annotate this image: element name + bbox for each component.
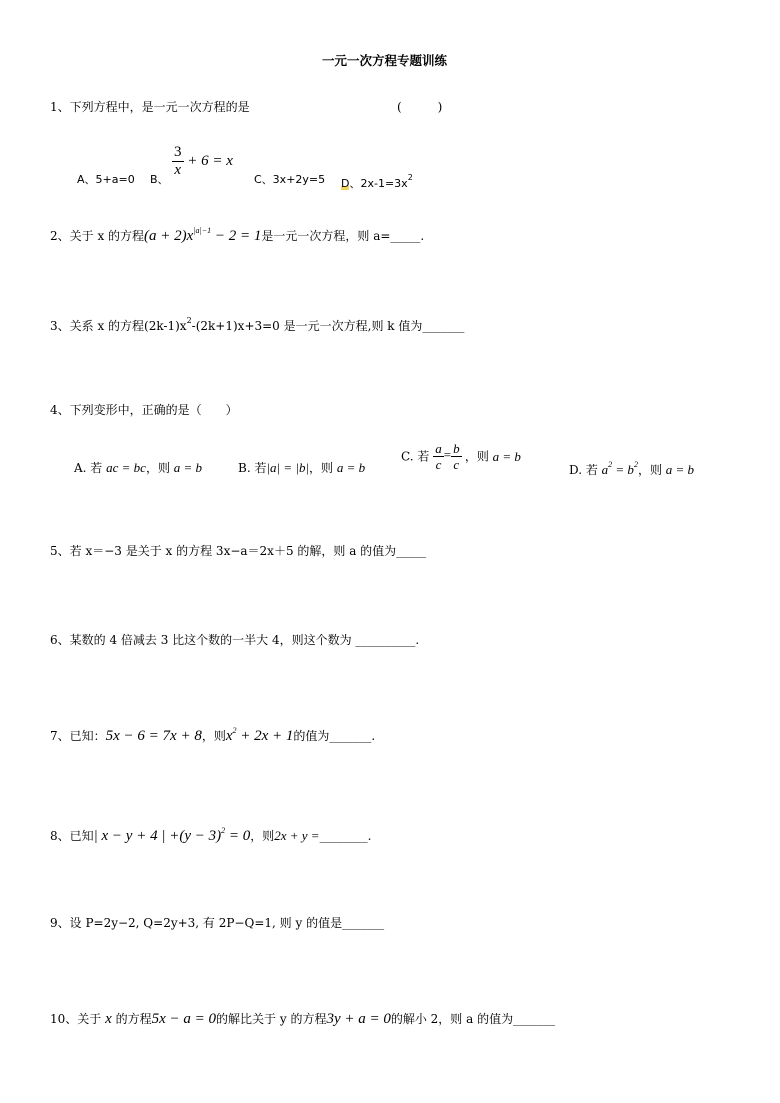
question-1-option-c: C、3x+2y=5 (254, 173, 326, 186)
question-7-equation: 5x − 6 = 7x + 8 (105, 728, 202, 744)
question-1-option-b-formula (172, 145, 233, 178)
option-c-label: C. 若 (401, 449, 430, 464)
question-4-option-a (74, 461, 202, 474)
question-1-option-b-label: B、 (150, 173, 169, 186)
option-a-condition: ac = bc (106, 460, 146, 475)
question-10-equation-2: 3y + a = 0 (326, 1011, 391, 1027)
question-8 (50, 827, 371, 844)
question-1-option-a: A、5+a=0 (77, 173, 135, 186)
question-4-option-d (569, 461, 694, 476)
option-a-result: a = b (173, 460, 203, 475)
equation-rest: − 2 = 1 (211, 228, 262, 244)
question-8-equation (94, 828, 251, 844)
question-10-equation-1: 5x − a = 0 (151, 1011, 217, 1027)
question-2-suffix: 是一元一次方程，则 a=_____. (261, 229, 425, 243)
question-10-variable: x (105, 1011, 112, 1027)
question-3-suffix: -(2k+1)x+3=0 是一元一次方程,则 k 值为_______ (191, 319, 465, 333)
option-b-condition: |a| = |b| (266, 460, 310, 475)
condition-base: a (601, 462, 609, 477)
fraction-denominator: c (435, 457, 442, 472)
option-d-label: D. 若 (569, 463, 598, 477)
question-8-suffix: ________. (319, 829, 372, 843)
condition-exponent: 2 (608, 460, 613, 469)
question-3-exponent: 2 (186, 316, 192, 325)
expression-base: x (225, 728, 233, 744)
question-1-stem: 1、下列方程中，是一元一次方程的是 (50, 100, 250, 114)
option-d-result: a = b (665, 462, 695, 477)
option-c-condition (433, 441, 465, 472)
condition-exponent: 2 (633, 460, 638, 469)
equation-base: | x − y + 4 | +(y − 3) (93, 828, 222, 844)
option-b-result: a = b (336, 460, 366, 475)
option-d-then: ，则 (637, 463, 662, 477)
question-3-prefix: 3、关系 x 的方程(2k-1)x (50, 319, 187, 333)
question-10-prefix: 10、关于 (50, 1012, 102, 1026)
question-10-mid1: 的方程 (115, 1012, 152, 1026)
question-7-suffix: 的值为_______. (293, 729, 376, 743)
option-b-label: B. 若 (238, 461, 267, 475)
question-4-option-b (238, 461, 365, 474)
question-6: 6、某数的 4 倍减去 3 比这个数的一半大 4，则这个数为 __________. (50, 633, 420, 647)
question-7-expression (226, 728, 294, 744)
option-d-label: D (341, 177, 350, 190)
option-b-then: ，则 (309, 461, 334, 475)
fraction-denominator: x (174, 162, 182, 178)
question-2-prefix: 2、关于 x 的方程 (50, 229, 145, 243)
fraction-numerator: b (453, 441, 460, 456)
question-10-mid2: 的解比关于 y 的方程 (216, 1012, 327, 1026)
expression-rest: + 2x + 1 (236, 728, 294, 744)
question-8-expression: 2x + y = (274, 828, 320, 843)
question-1-answer-paren: ( ) (397, 100, 443, 114)
equation-exponent: |a|−1 (193, 226, 212, 235)
formula-rest: + 6 = x (187, 152, 233, 169)
question-2-equation (144, 228, 261, 244)
equation-base: (a + 2)x (144, 228, 194, 244)
question-1-option-d (341, 174, 413, 189)
equation-rest: = 0 (225, 828, 251, 844)
fraction-numerator: a (435, 441, 442, 456)
option-a-then: ，则 (145, 461, 170, 475)
equals-sign: = (443, 447, 452, 463)
question-5: 5、若 x＝−3 是关于 x 的方程 3x−a＝2x＋5 的解，则 a 的值为_____ (50, 544, 427, 558)
option-a-label: A. 若 (74, 461, 103, 475)
question-3 (50, 317, 464, 332)
question-9: 9、设 P=2y−2, Q=2y+3, 有 2P−Q=1, 则 y 的值是_______ (50, 916, 385, 930)
question-7-prefix: 7、已知： (50, 729, 106, 743)
question-4-stem: 4、下列变形中，正确的是（ ） (50, 403, 238, 417)
question-10 (50, 1012, 555, 1027)
question-4-option-c (401, 442, 521, 471)
option-c-then: ，则 (464, 449, 489, 464)
question-8-mid: ，则 (250, 829, 275, 843)
condition-rest: = b (612, 462, 634, 477)
option-d-formula: 、2x-1=3x (349, 177, 408, 190)
question-7-mid: ，则 (201, 729, 226, 743)
question-2 (50, 227, 424, 244)
option-d-exponent: 2 (407, 173, 413, 182)
page-title: 一元一次方程专题训练 (322, 53, 448, 68)
option-d-condition (602, 462, 638, 477)
question-10-suffix: 的解小 2，则 a 的值为_______ (390, 1012, 556, 1026)
equation-exponent: 2 (221, 826, 226, 835)
fraction-numerator: 3 (174, 144, 182, 160)
question-8-prefix: 8、已知 (50, 829, 94, 843)
question-7 (50, 727, 375, 744)
option-c-result: a = b (492, 449, 521, 464)
expression-exponent: 2 (232, 726, 237, 735)
fraction-denominator: c (453, 457, 460, 472)
